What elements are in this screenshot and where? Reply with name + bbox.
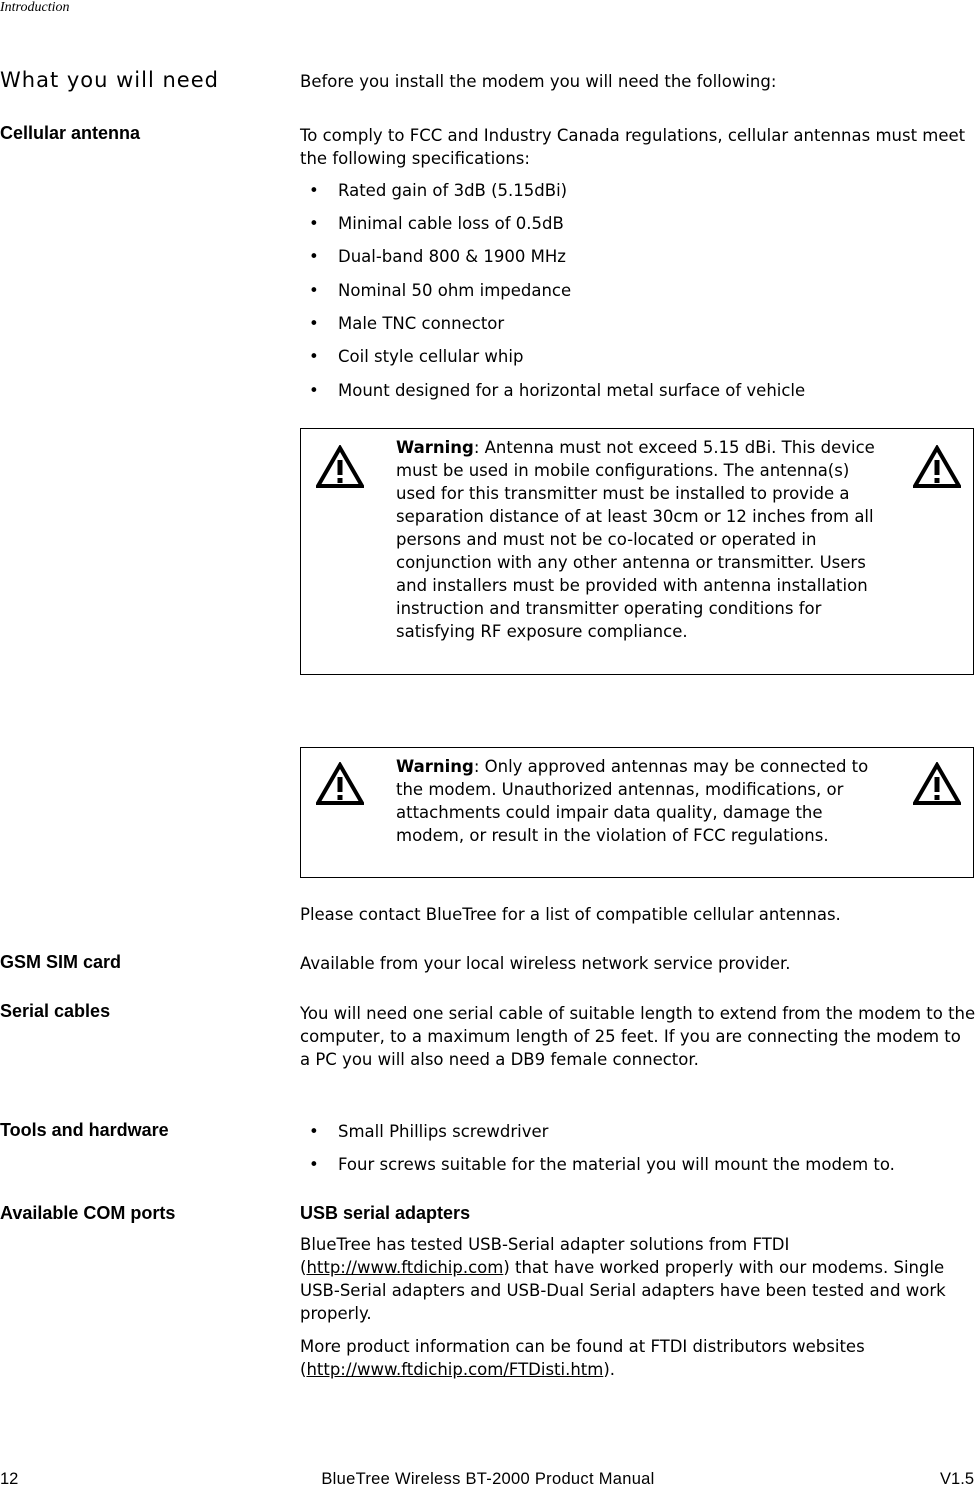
warning-text: Warning: Antenna must not exceed 5.15 dBi. This device must be used in mobile configurations. The antenna(s) used for this transmitter must be installed to provide a separation distance of at least 30cm or 12 inches from all persons and must not be co-located or operated in conjunction with any other antenna or transmitter. Users and installers must be provided with antenna installation instruction and transmitter operating conditions for satisfying RF exposure compliance. bbox=[396, 438, 875, 641]
bullet-icon: • bbox=[309, 181, 319, 200]
tools-heading: Tools and hardware bbox=[0, 1120, 169, 1140]
bullet-icon: • bbox=[309, 281, 319, 300]
intro-text: Before you install the modem you will need the following: bbox=[300, 72, 777, 91]
ftdi-distributors-paragraph: More product information can be found at FTDI distributors websites (http://www.ftdichip.com/FTDisti.htm). bbox=[300, 1337, 865, 1379]
bullet-icon: • bbox=[309, 1155, 319, 1174]
page-number: 12 bbox=[0, 1470, 19, 1488]
bullet-icon: • bbox=[309, 347, 319, 366]
sim-text: Available from your local wireless network service provider. bbox=[300, 954, 791, 973]
footer-title: BlueTree Wireless BT-2000 Product Manual bbox=[321, 1470, 655, 1488]
warning-icon bbox=[316, 445, 364, 489]
serial-text: You will need one serial cable of suitable length to extend from the modem to the computer, to a maximum length of 25 feet. If you are connecting the modem to a PC you will also need a DB9 female connector. bbox=[300, 1004, 976, 1069]
com-heading: Available COM ports bbox=[0, 1203, 176, 1223]
ftdi-distributors-link[interactable]: http://www.ftdichip.com/FTDisti.htm bbox=[306, 1360, 604, 1379]
antenna-intro: To comply to FCC and Industry Canada regulations, cellular antennas must meet the following specifications: bbox=[300, 126, 966, 168]
warning-box bbox=[300, 428, 974, 675]
warning-box bbox=[300, 747, 974, 878]
footer-version: V1.5 bbox=[940, 1470, 974, 1488]
running-header: Introduction bbox=[0, 0, 70, 15]
antenna-heading: Cellular antenna bbox=[0, 123, 141, 143]
warning-icon bbox=[913, 762, 961, 806]
bullet-icon: • bbox=[309, 247, 319, 266]
usb-subheading: USB serial adapters bbox=[300, 1203, 471, 1223]
usb-paragraph: BlueTree has tested USB-Serial adapter solutions from FTDI (http://www.ftdichip.com) that have worked properly with our modems. Single USB-Serial adapters and USB-Dual Serial adapters have been tested and work properly. bbox=[300, 1235, 946, 1323]
warning-icon bbox=[913, 445, 961, 489]
bullet-icon: • bbox=[309, 214, 319, 233]
bullet-icon: • bbox=[309, 314, 319, 333]
sim-heading: GSM SIM card bbox=[0, 952, 122, 972]
antenna-contact: Please contact BlueTree for a list of compatible cellular antennas. bbox=[300, 905, 841, 924]
ftdi-link[interactable]: http://www.ftdichip.com bbox=[306, 1258, 504, 1277]
section-heading: What you will need bbox=[0, 68, 219, 92]
bullet-icon: • bbox=[309, 1122, 319, 1141]
bullet-icon: • bbox=[309, 381, 319, 400]
warning-icon bbox=[316, 762, 364, 806]
serial-heading: Serial cables bbox=[0, 1001, 111, 1021]
warning-text: Warning: Only approved antennas may be connected to the modem. Unauthorized antennas, modifications, or attachments could impair data quality, damage the modem, or result in the violation of FCC regulations. bbox=[396, 757, 869, 845]
